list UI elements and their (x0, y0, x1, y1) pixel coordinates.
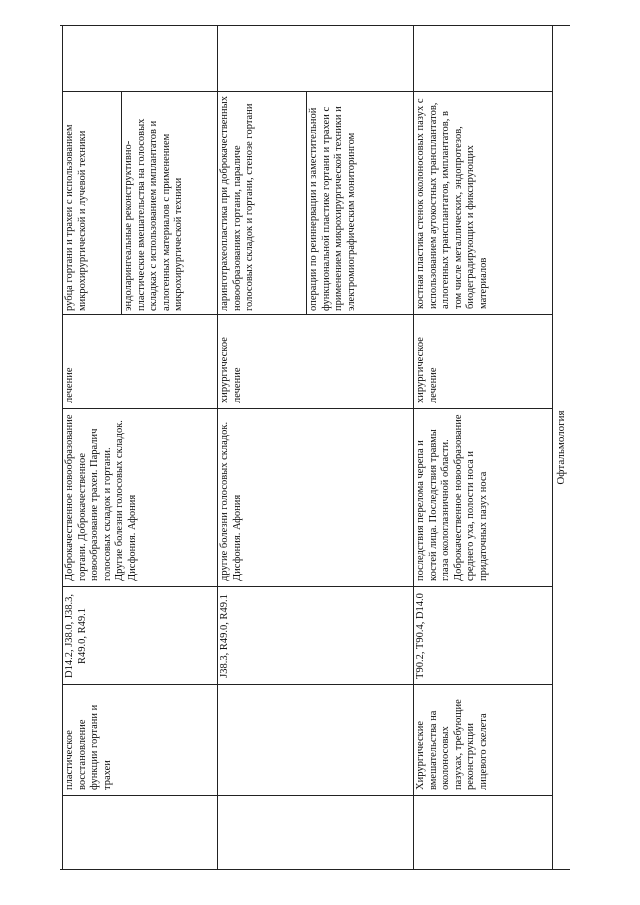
group-cell: пластическое восстановление функции гортани и трахеи (64, 704, 113, 790)
table-bottom-line (552, 25, 553, 870)
method-item: рубца гортани и трахеи с использованием микрохирургической и лучевой техники (64, 124, 88, 311)
group-cell: Хирургические вмешательства на околоносовых пазухах, требующие реконструкции лицевого скелета (415, 699, 489, 790)
table-row (218, 25, 413, 870)
table-row (414, 25, 552, 870)
treatment-cell: хирургическое лечение (219, 337, 243, 403)
codes-cell: T90.2, T90.4, D14.0 (415, 593, 426, 679)
methods-cell: костная пластика стенок околоносовых пазух с использованием аутокостных трансплантатов, аллогенных трансплантатов, имплантатов, в том числе металлических, эндопротезов, биодеградирующих и фиксирующих материалов (415, 98, 489, 309)
diagnosis-cell: Доброкачественное новообразование гортани. Доброкачественное новообразование трахеи. Паралич голосовых складок и гортани. Другие болезни голосовых складок. Дисфония. Афония (64, 414, 138, 581)
codes-cell: D14.2, J38.0, J38.3, R49.0, R49.1 (64, 594, 88, 679)
treatment-cell: лечение (64, 367, 75, 403)
method-item: ларинготрахеопластика при доброкачественных новообразованиях гортани, параличе голосовых складок и гортани, стенозе гортани (219, 96, 256, 311)
treatment-cell: хирургическое лечение (415, 337, 439, 403)
section-title: Офтальмология (555, 410, 567, 485)
rotated-table-page (60, 25, 570, 870)
table-row (63, 25, 217, 870)
methods-cell (218, 92, 413, 315)
methods-cell (63, 92, 217, 315)
diagnosis-cell: другие болезни голосовых складок. Дисфония. Афония (219, 421, 243, 581)
codes-cell: J38.3, R49.0, R49.1 (219, 594, 230, 678)
group-cell (218, 685, 413, 796)
method-item: операции по реиннервации и заместительной функциональной пластике гортани и трахеи с применением микрохирургической техники и электромиографическим мониторингом (308, 106, 357, 311)
diagnosis-cell: последствия перелома черепа и костей лица. Последствия травмы глаза окологлазничной области. Доброкачественное новообразование среднего уха, полости носа и придаточных пазух носа (415, 414, 489, 581)
method-item: эндоларингеальные реконструктивно-пластические вмешательства на голосовых складках с использованием имплантатов и аллогенных материалов с применением микрохирургической техники (123, 118, 185, 311)
